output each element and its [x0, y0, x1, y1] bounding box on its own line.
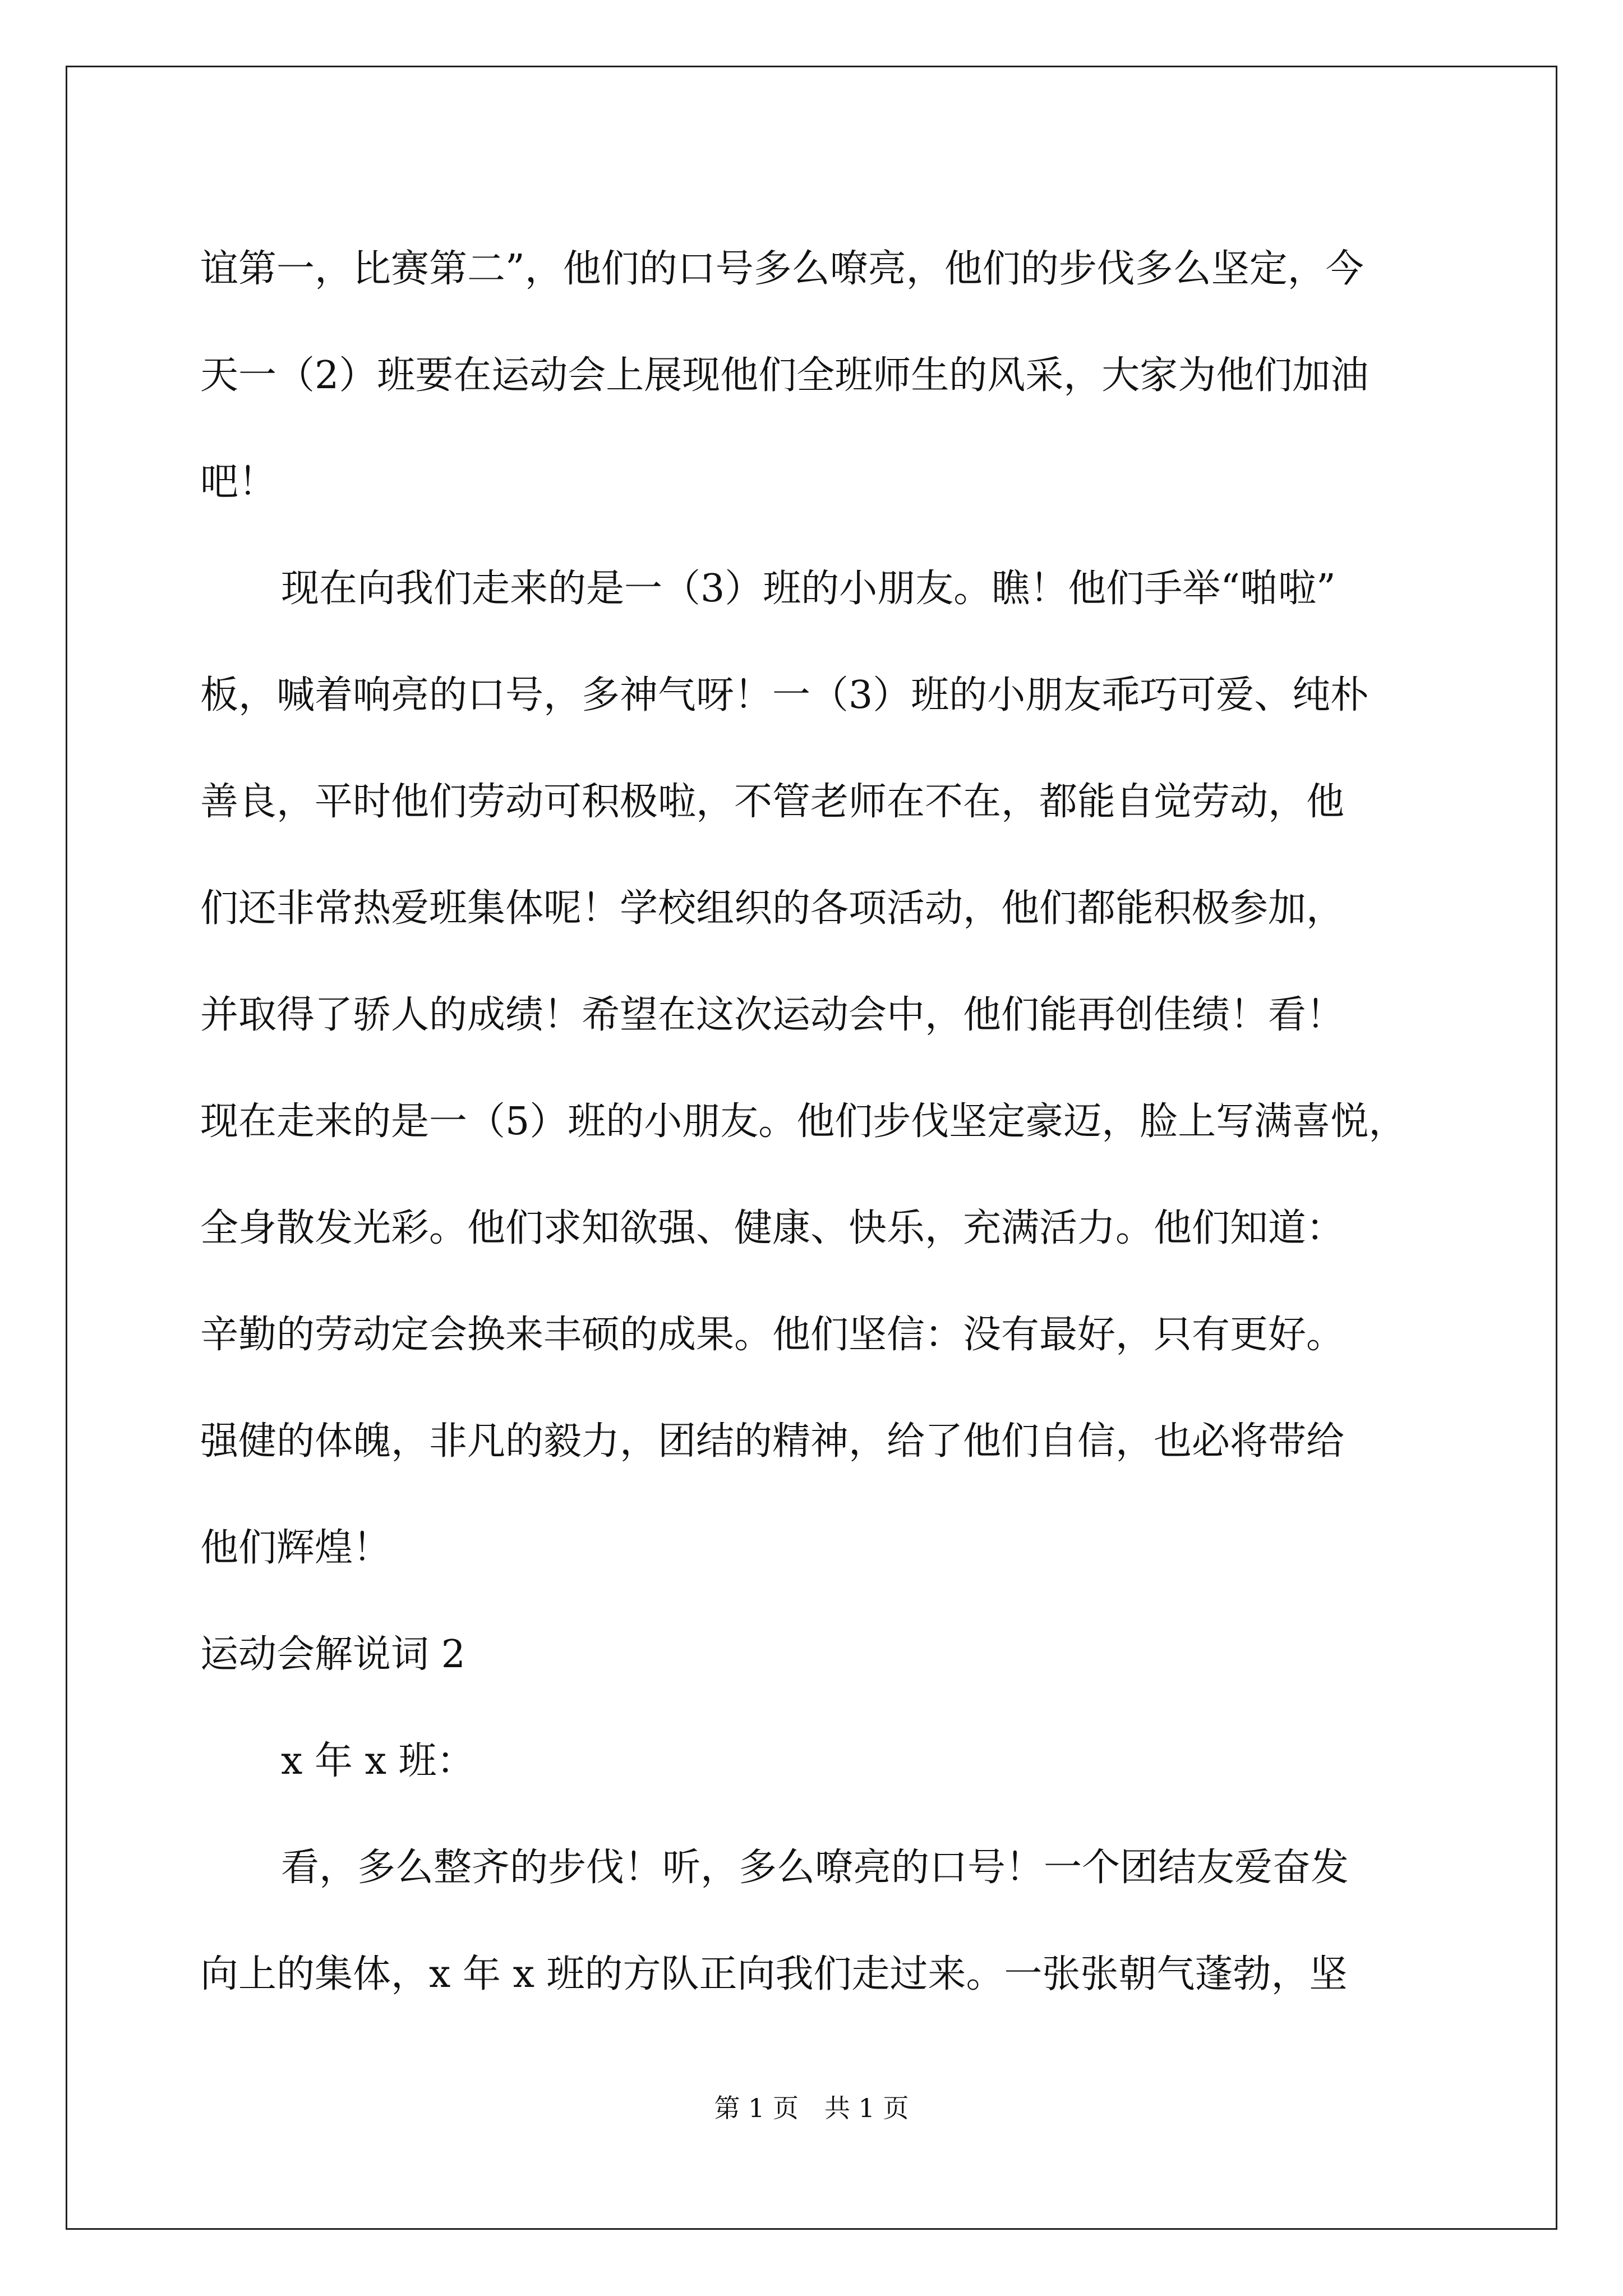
text-line: 吧！	[200, 460, 277, 504]
salutation-line: x 年 x 班：	[281, 1739, 475, 1783]
text-line: 天一（2）班要在运动会上展现他们全班师生的风采，大家为他们加油	[200, 353, 1369, 398]
paragraph-start-line: 看，多么整齐的步伐！听，多么嘹亮的口号！一个团结友爱奋发	[281, 1846, 1349, 1890]
text-line: 谊第一，比赛第二”，他们的口号多么嘹亮，他们的步伐多么坚定，今	[200, 247, 1364, 291]
text-line: 他们辉煌！	[200, 1526, 391, 1570]
text-line: 全身散发光彩。他们求知欲强、健康、快乐，充满活力。他们知道：	[200, 1206, 1345, 1250]
page-number-footer: 第 1 页 共 1 页	[714, 2093, 909, 2123]
document-body	[200, 216, 1431, 2028]
text-line: 们还非常热爱班集体呢！学校组织的各项活动，他们都能积极参加，	[200, 886, 1345, 931]
text-line: 向上的集体，x 年 x 班的方队正向我们走过来。一张张朝气蓬勃，坚	[200, 1952, 1348, 1996]
text-line: 辛勤的劳动定会换来丰硕的成果。他们坚信：没有最好，只有更好。	[200, 1313, 1345, 1357]
text-line: 强健的体魄，非凡的毅力，团结的精神，给了他们自信，也必将带给	[200, 1419, 1345, 1464]
paragraph-start-line: 现在向我们走来的是一（3）班的小朋友。瞧！他们手举“啪啦”	[281, 567, 1336, 611]
text-line: 现在走来的是一（5）班的小朋友。他们步伐坚定豪迈，脸上写满喜悦，	[200, 1099, 1407, 1144]
section-heading: 运动会解说词 2	[200, 1632, 465, 1677]
text-line: 板，喊着响亮的口号，多神气呀！一（3）班的小朋友乖巧可爱、纯朴	[200, 673, 1369, 717]
text-line: 并取得了骄人的成绩！希望在这次运动会中，他们能再创佳绩！看！	[200, 993, 1345, 1037]
text-line: 善良，平时他们劳动可积极啦，不管老师在不在，都能自觉劳动，他	[200, 780, 1345, 824]
